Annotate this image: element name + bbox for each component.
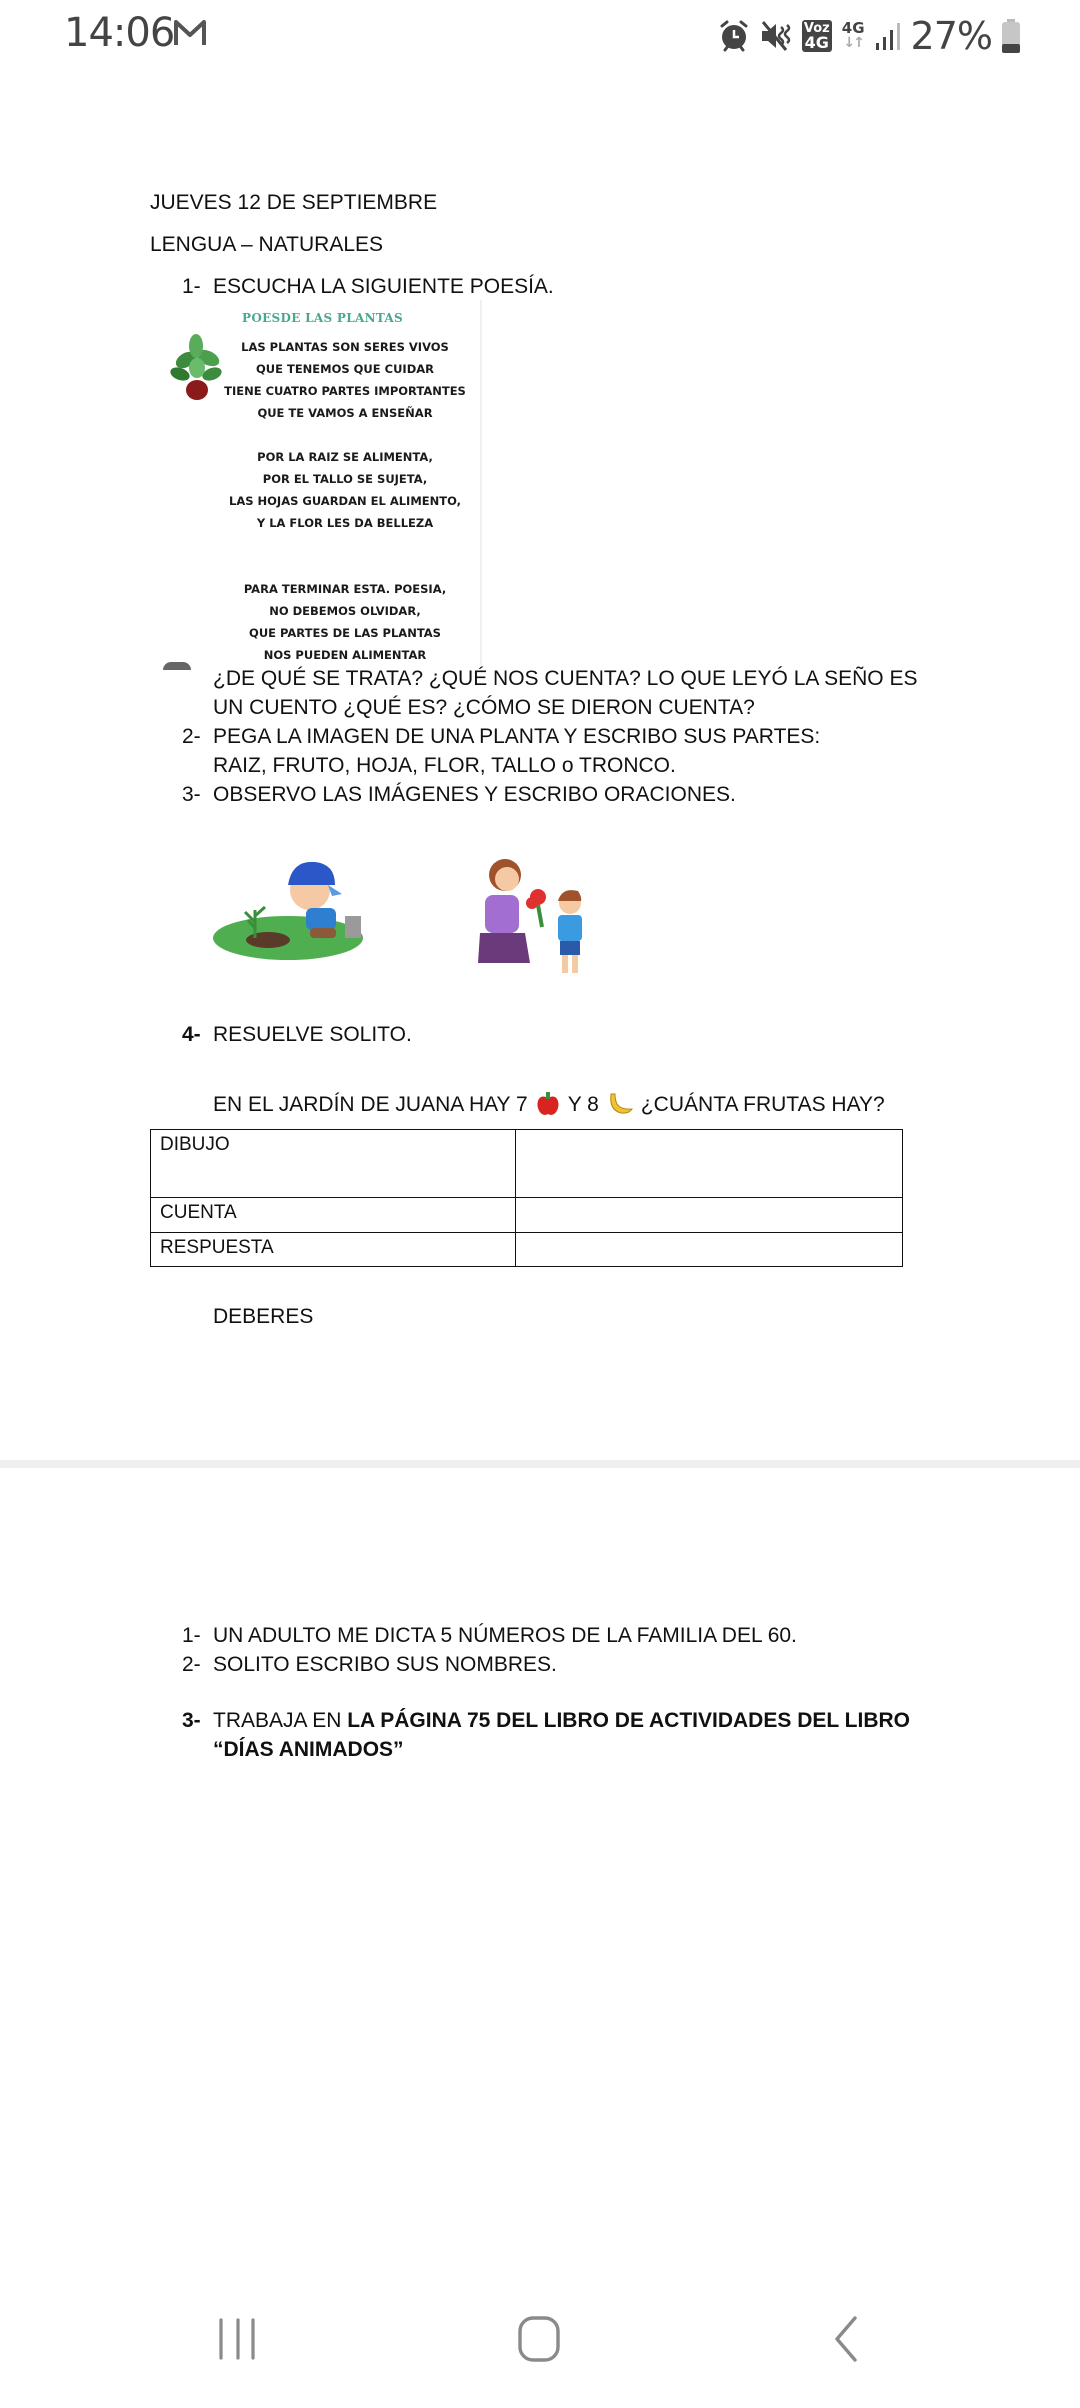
page-separator [0,1460,1080,1468]
poem-line: LAS PLANTAS SON SERES VIVOS [241,340,449,354]
table-row [151,1198,903,1233]
gmail-icon [173,18,207,48]
table-answer-dibujo [516,1130,903,1198]
poem-line: POR EL TALLO SE SUJETA, [262,472,428,486]
data-arrows-icon: ↓↑ [843,35,863,51]
homework-item-1-number: 1- [182,1624,201,1647]
poem-line: LAS HOJAS GUARDAN EL ALIMENTO, [229,494,461,508]
volte-label: Voz [803,20,830,36]
home-button[interactable] [515,2315,565,2363]
item-2-line-2: RAIZ, FRUTO, HOJA, FLOR, TALLO o TRONCO. [213,754,676,777]
status-time: 14:06 [64,10,175,56]
table-label-cuenta: CUENTA [151,1198,516,1233]
questions-line-1: ¿DE QUÉ SE TRATA? ¿QUÉ NOS CUENTA? LO QUE LEYÓ LA SEÑO ES [213,667,918,690]
fruit-problem [213,1091,885,1117]
homework-heading: DEBERES [213,1305,314,1328]
poem-line: QUE PARTES DE LAS PLANTAS [249,626,441,640]
poem-line: PARA TERMINAR ESTA. POESIA, [243,582,447,596]
status-icons [718,12,1020,60]
poem-image [150,300,482,665]
mobile-data-4g-icon [842,21,865,51]
problem-part-1: EN EL JARDÍN DE JUANA HAY 7 [213,1092,528,1116]
item-3-text: OBSERVO LAS IMÁGENES Y ESCRIBO ORACIONES. [213,783,736,806]
battery-percent: 27% [910,14,992,58]
table-label-respuesta: RESPUESTA [151,1233,516,1267]
poem-line: NO DEBEMOS OLVIDAR, [269,604,421,618]
homework-item-3-line-2: “DÍAS ANIMADOS” [213,1738,404,1761]
network-type-label: 4G [841,19,865,37]
table-label-dibujo: DIBUJO [151,1130,516,1198]
table-row [151,1130,903,1198]
homework-item-3-line-1 [213,1710,910,1731]
poem-title: POESDE LAS PLANTAS [242,311,404,325]
item-1-number: 1- [182,275,201,298]
boy-planting-tree-illustration [210,850,370,965]
bullet-fragment [163,662,191,670]
back-button[interactable] [825,2315,861,2363]
table-row [151,1233,903,1267]
homework-item-3-bold: LA PÁGINA 75 DEL LIBRO DE ACTIVIDADES DEL LIBRO [347,1709,910,1732]
child-giving-flowers-to-mother-illustration [470,855,595,980]
answer-table [150,1129,903,1267]
poem-line: NOS PUEDEN ALIMENTAR [263,648,427,662]
item-3-number: 3- [182,783,201,806]
poem-line: QUE TE VAMOS A ENSEÑAR [257,406,433,420]
table-answer-cuenta [516,1198,903,1233]
item-2-line-1: PEGA LA IMAGEN DE UNA PLANTA Y ESCRIBO SUS PARTES: [213,725,821,748]
item-4-text: RESUELVE SOLITO. [213,1023,412,1046]
vibrate-mute-icon [760,19,792,53]
item-4-number: 4- [182,1023,201,1046]
poem-line: POR LA RAIZ SE ALIMENTA, [257,450,433,464]
questions-line-2: UN CUENTO ¿QUÉ ES? ¿CÓMO SE DIERON CUENTA? [213,696,755,719]
homework-item-1-text: UN ADULTO ME DICTA 5 NÚMEROS DE LA FAMILIA DEL 60. [213,1624,797,1647]
signal-icon [875,21,901,51]
poem-line: Y LA FLOR LES DA BELLEZA [256,516,434,530]
poem-line: QUE TENEMOS QUE CUIDAR [256,362,434,376]
apple-icon [536,1091,560,1117]
volte-network: 4G [804,32,829,52]
battery-icon [1002,19,1020,53]
table-answer-respuesta [516,1233,903,1267]
date-heading: JUEVES 12 DE SEPTIEMBRE [150,191,438,214]
recent-apps-button[interactable] [215,2316,261,2362]
homework-item-3-number: 3- [182,1709,201,1732]
poem-line: TIENE CUATRO PARTES IMPORTANTES [224,384,466,398]
problem-part-2: Y 8 [567,1092,599,1116]
volte-icon [802,20,832,52]
problem-part-3: ¿CUÁNTA FRUTAS HAY? [640,1092,885,1116]
homework-item-2-text: SOLITO ESCRIBO SUS NOMBRES. [213,1653,557,1676]
banana-icon [607,1092,633,1116]
item-1-text: ESCUCHA LA SIGUIENTE POESÍA. [213,275,554,298]
item-2-number: 2- [182,725,201,748]
homework-item-2-number: 2- [182,1653,201,1676]
alarm-icon [718,19,750,53]
homework-item-3-normal: TRABAJA EN [213,1709,348,1732]
subject-heading: LENGUA – NATURALES [150,233,384,256]
